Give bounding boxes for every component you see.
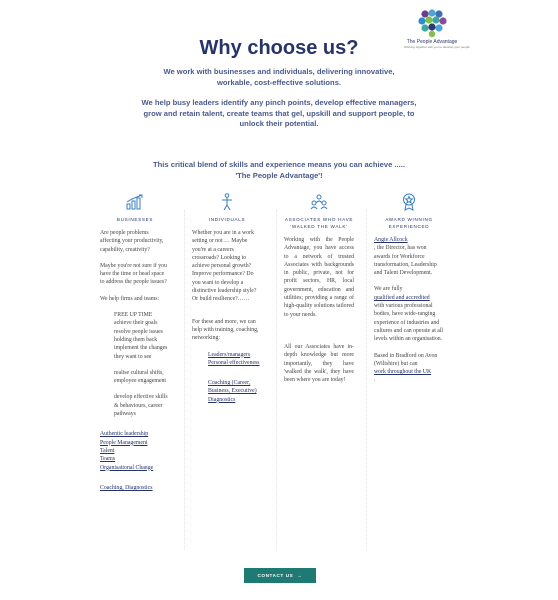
column-divider: [276, 210, 277, 550]
businesses-title: BUSINESSES: [116, 217, 154, 222]
link-talent[interactable]: Talent: [100, 447, 115, 454]
logo-tagline: Working together with you to develop your people: [404, 45, 470, 49]
award-rosette-icon: [374, 192, 444, 212]
link-people-management[interactable]: People Management: [100, 439, 148, 446]
logo-title: The People Advantage: [406, 39, 458, 45]
businesses-p3: We help firms and teams:: [100, 295, 160, 302]
award-column: [374, 192, 444, 393]
link-coaching-diagnostics[interactable]: Coaching, Diagnostics: [100, 484, 153, 491]
award-title: AWARD WINNING EXPERIENCED: [385, 217, 433, 229]
award-p2a: We are fully: [374, 286, 403, 293]
link-organisational-change[interactable]: Organisational Change: [100, 464, 154, 471]
people-group-icon: [284, 192, 354, 212]
businesses-list-2: realise cultural shifts, employee engagement: [114, 369, 166, 385]
associates-column: [284, 192, 354, 392]
link-diagnostics[interactable]: Diagnostics: [208, 396, 236, 403]
person-signpost-icon: [192, 192, 262, 212]
intro-paragraph-3: This critical blend of skills and experience means you can achieve ..... 'The People Advantage'!: [153, 160, 405, 180]
bar-chart-growth-icon: [100, 192, 170, 212]
link-work-throughout-uk[interactable]: work throughout the UK: [374, 369, 432, 376]
column-divider: [184, 210, 185, 550]
individuals-p1: Whether you are in a work setting or not … Maybe you're at a careers crossroads? Looking to achieve personal growth? Improve performance? Do you want to develop a distinctive leadership style? Or build resilience?……: [192, 230, 257, 303]
link-authentic-leadership[interactable]: Authentic leadership: [100, 431, 149, 438]
hexagon-cluster-logo-icon: [415, 8, 449, 38]
arrow-right-icon: →: [297, 573, 303, 578]
award-p3a: Based in Bradford on Avon (Wiltshire) but can: [374, 352, 438, 367]
award-p2b: with various professional bodies, have wide-ranging experience of industries and cultures and can operate at all levels within an organisation.: [374, 303, 444, 343]
contact-us-label: CONTACT US: [257, 573, 294, 578]
businesses-p2: Maybe you're not sure if you have the time or head space to address the people issues?: [100, 262, 167, 286]
link-angie-allcock[interactable]: Angie Allcock: [374, 237, 408, 243]
individuals-p2: For these and more, we can help with training, coaching, networking:: [192, 318, 259, 342]
link-qualified-accredited[interactable]: qualified and accredited: [374, 294, 430, 301]
associates-p1: Working with the People Advantage, you have access to a network of trusted Associates with backgrounds in public, private, not for profit sectors, HR, local government, education and utilities; providing a range of high-quality solutions tailored to your needs.: [284, 237, 354, 318]
award-p1: , the Director, has won awards for Workforce transformation, Leadership and Talent Development.: [374, 245, 437, 277]
associates-p2: All our Associates have in-depth knowledge but more importantly, they have 'walked the walk', they have been where you are today!: [284, 343, 354, 384]
businesses-list-1: FREE UP TIME achieve their goals resolve people issues holding them back implement the changes they want to see: [114, 312, 168, 360]
businesses-p1: Are people problems affecting your productivity, capability, creativity?: [100, 230, 164, 253]
column-divider: [366, 210, 367, 550]
award-p3b: .: [374, 377, 376, 384]
link-teams[interactable]: Teams: [100, 456, 116, 463]
page-title: Why choose us?: [199, 37, 359, 59]
businesses-list-3: develop effective skills & behaviours, career pathways: [114, 394, 168, 418]
link-coaching-career-business-executive[interactable]: Coaching (Career, Business, Executive): [208, 380, 257, 395]
associates-title: ASSOCIATES WHO HAVE 'WALKED THE WALK': [284, 217, 354, 229]
link-personal-effectiveness[interactable]: Personal effectiveness: [208, 359, 260, 366]
businesses-column: [100, 192, 170, 500]
intro-paragraph-2: We help busy leaders identify any pinch points, develop effective managers, grow and retain talent, create teams that gel, upskill and support people, to unlock their potential.: [141, 98, 417, 128]
link-leaders-managers[interactable]: Leaders/managers: [208, 351, 251, 358]
individuals-column: [192, 192, 262, 412]
individuals-title: INDIVIDUALS: [208, 217, 246, 222]
intro-paragraph-1: We work with businesses and individuals, delivering innovative, workable, cost-effective solutions.: [163, 67, 395, 87]
contact-us-button[interactable]: [244, 568, 316, 583]
